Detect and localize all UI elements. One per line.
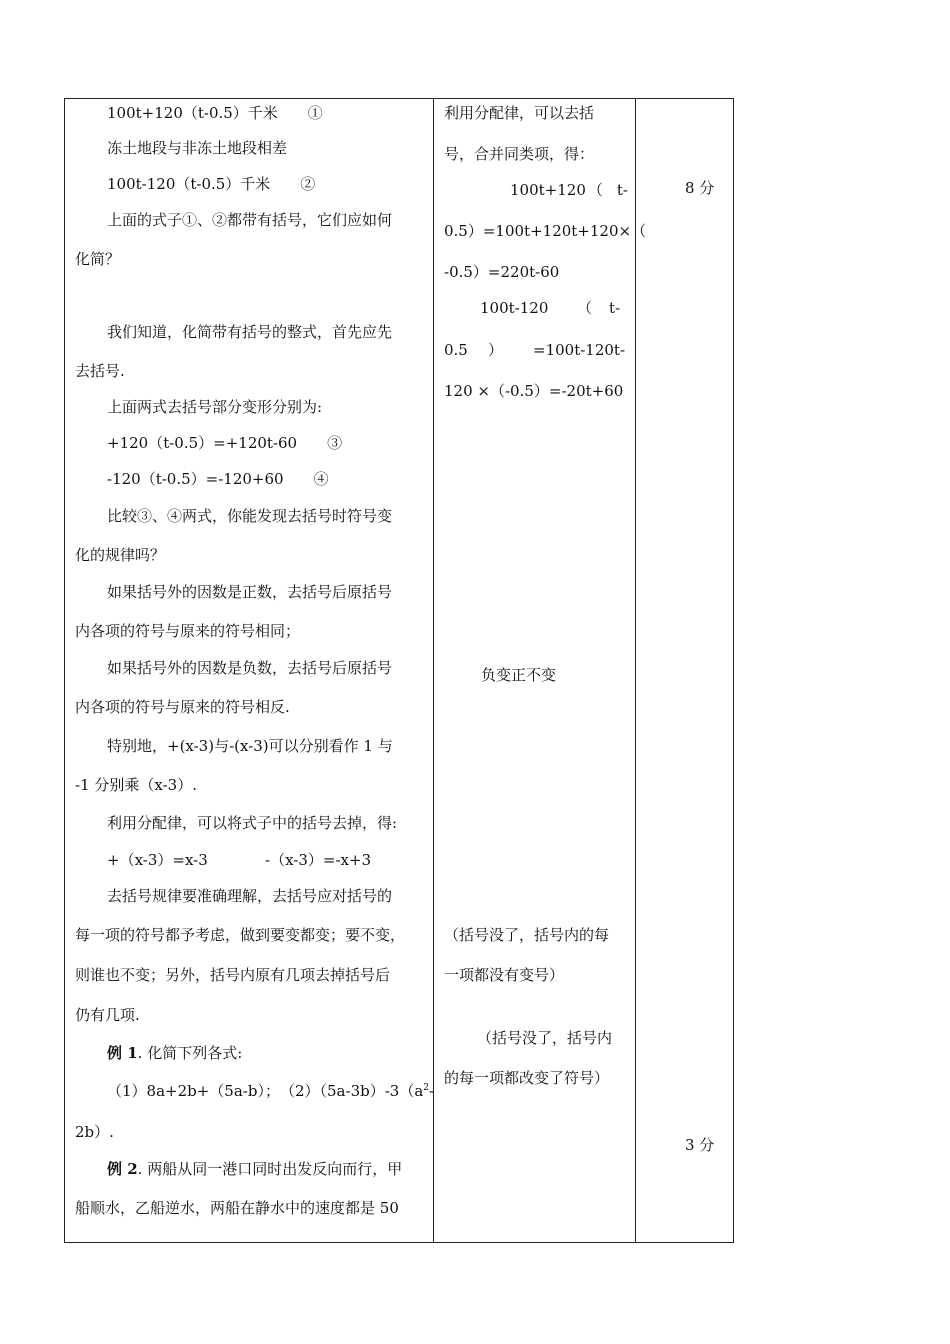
exponent: 2 xyxy=(423,1083,430,1093)
note-text: 一项都没有变号） xyxy=(444,966,565,984)
text-line: 上面两式去括号部分变形分别为: xyxy=(107,398,323,416)
formula-part: （ xyxy=(587,181,603,199)
note-text: （括号没了，括号内的每 xyxy=(444,926,610,944)
text-line: 100t-120（t-0.5）千米 ② xyxy=(107,175,316,193)
text-line: 船顺水，乙船逆水，两船在静水中的速度都是 50 xyxy=(75,1199,399,1217)
score-label: 8 分 xyxy=(685,179,715,197)
text-line: 冻土地段与非冻土地段相差 xyxy=(107,139,288,157)
text-line: 每一项的符号都予考虑，做到要变都变；要不变， xyxy=(75,926,406,944)
text-line: 去括号. xyxy=(75,362,125,380)
example-1-items xyxy=(107,1082,434,1100)
formula-part: ） xyxy=(488,341,504,359)
formula-line: +（x-3）=x-3 xyxy=(107,851,208,869)
example-1-items-tail: - xyxy=(429,1082,435,1100)
text-line: 化简？ xyxy=(75,250,121,268)
formula-part: t- xyxy=(609,299,621,317)
example-2-label: 例 2 xyxy=(107,1160,138,1178)
text-line: 则谁也不变；另外，括号内原有几项去掉括号后 xyxy=(75,966,391,984)
formula-part: 100t+120 xyxy=(510,181,586,199)
text-line: 2b）. xyxy=(75,1123,114,1141)
example-1-text: . 化简下列各式: xyxy=(137,1044,243,1062)
note-text: （括号没了，括号内 xyxy=(477,1029,613,1047)
column-divider-2 xyxy=(635,98,636,1243)
formula-line: +120（t-0.5）=+120t-60 ③ xyxy=(107,434,343,452)
formula-part: 100t-120 xyxy=(480,299,549,317)
score-label: 3 分 xyxy=(685,1136,715,1154)
example-1-items-text: （1）8a+2b+（5a-b）； （2）（5a-3b）-3（a xyxy=(107,1082,424,1100)
text-line: 内各项的符号与原来的符号相同； xyxy=(75,622,301,640)
text-line: 内各项的符号与原来的符号相反. xyxy=(75,698,290,716)
note-text: 负变正不变 xyxy=(481,666,557,684)
formula-part: 0.5 xyxy=(444,341,468,359)
formula-line: -120（t-0.5）=-120+60 ④ xyxy=(107,470,329,488)
formula-part: t- xyxy=(616,181,628,199)
text-line: 号，合并同类项，得： xyxy=(444,145,595,163)
text-line: 去括号规律要准确理解，去括号应对括号的 xyxy=(107,887,393,905)
example-2-text: . 两船从同一港口同时出发反向而行，甲 xyxy=(137,1160,403,1178)
formula-line: 0.5）=100t+120t+120×（ xyxy=(444,222,647,240)
formula-part: =100t-120t- xyxy=(533,341,626,359)
text-line: 比较③、④两式，你能发现去括号时符号变 xyxy=(107,507,393,525)
formula-line: -0.5）=220t-60 xyxy=(444,263,560,281)
text-line: 特别地，+(x-3)与-(x-3)可以分别看作 1 与 xyxy=(107,737,393,755)
formula-line: -（x-3）=-x+3 xyxy=(265,851,372,869)
formula-line xyxy=(444,181,628,199)
text-line: 利用分配律，可以将式子中的括号去掉，得: xyxy=(107,814,398,832)
text-line: -1 分别乘（x-3）. xyxy=(75,776,197,794)
text-line: 上面的式子①、②都带有括号，它们应如何 xyxy=(107,211,393,229)
text-line: 我们知道，化简带有括号的整式，首先应先 xyxy=(107,323,393,341)
example-1-heading xyxy=(107,1044,242,1062)
note-text: 的每一项都改变了符号） xyxy=(444,1069,610,1087)
text-line: 仍有几项. xyxy=(75,1006,140,1024)
column-divider-1 xyxy=(433,98,434,1243)
text-line: 如果括号外的因数是正数，去括号后原括号 xyxy=(107,583,393,601)
text-line: 化的规律吗？ xyxy=(75,546,166,564)
example-2-heading xyxy=(107,1160,402,1178)
example-1-label: 例 1 xyxy=(107,1044,138,1062)
text-line: 100t+120（t-0.5）千米 ① xyxy=(107,104,323,122)
formula-line: 120 ×（-0.5）=-20t+60 xyxy=(444,382,624,400)
text-line: 利用分配律，可以去括 xyxy=(444,104,595,122)
text-line: 如果括号外的因数是负数，去括号后原括号 xyxy=(107,659,393,677)
formula-part: （ xyxy=(577,299,593,317)
